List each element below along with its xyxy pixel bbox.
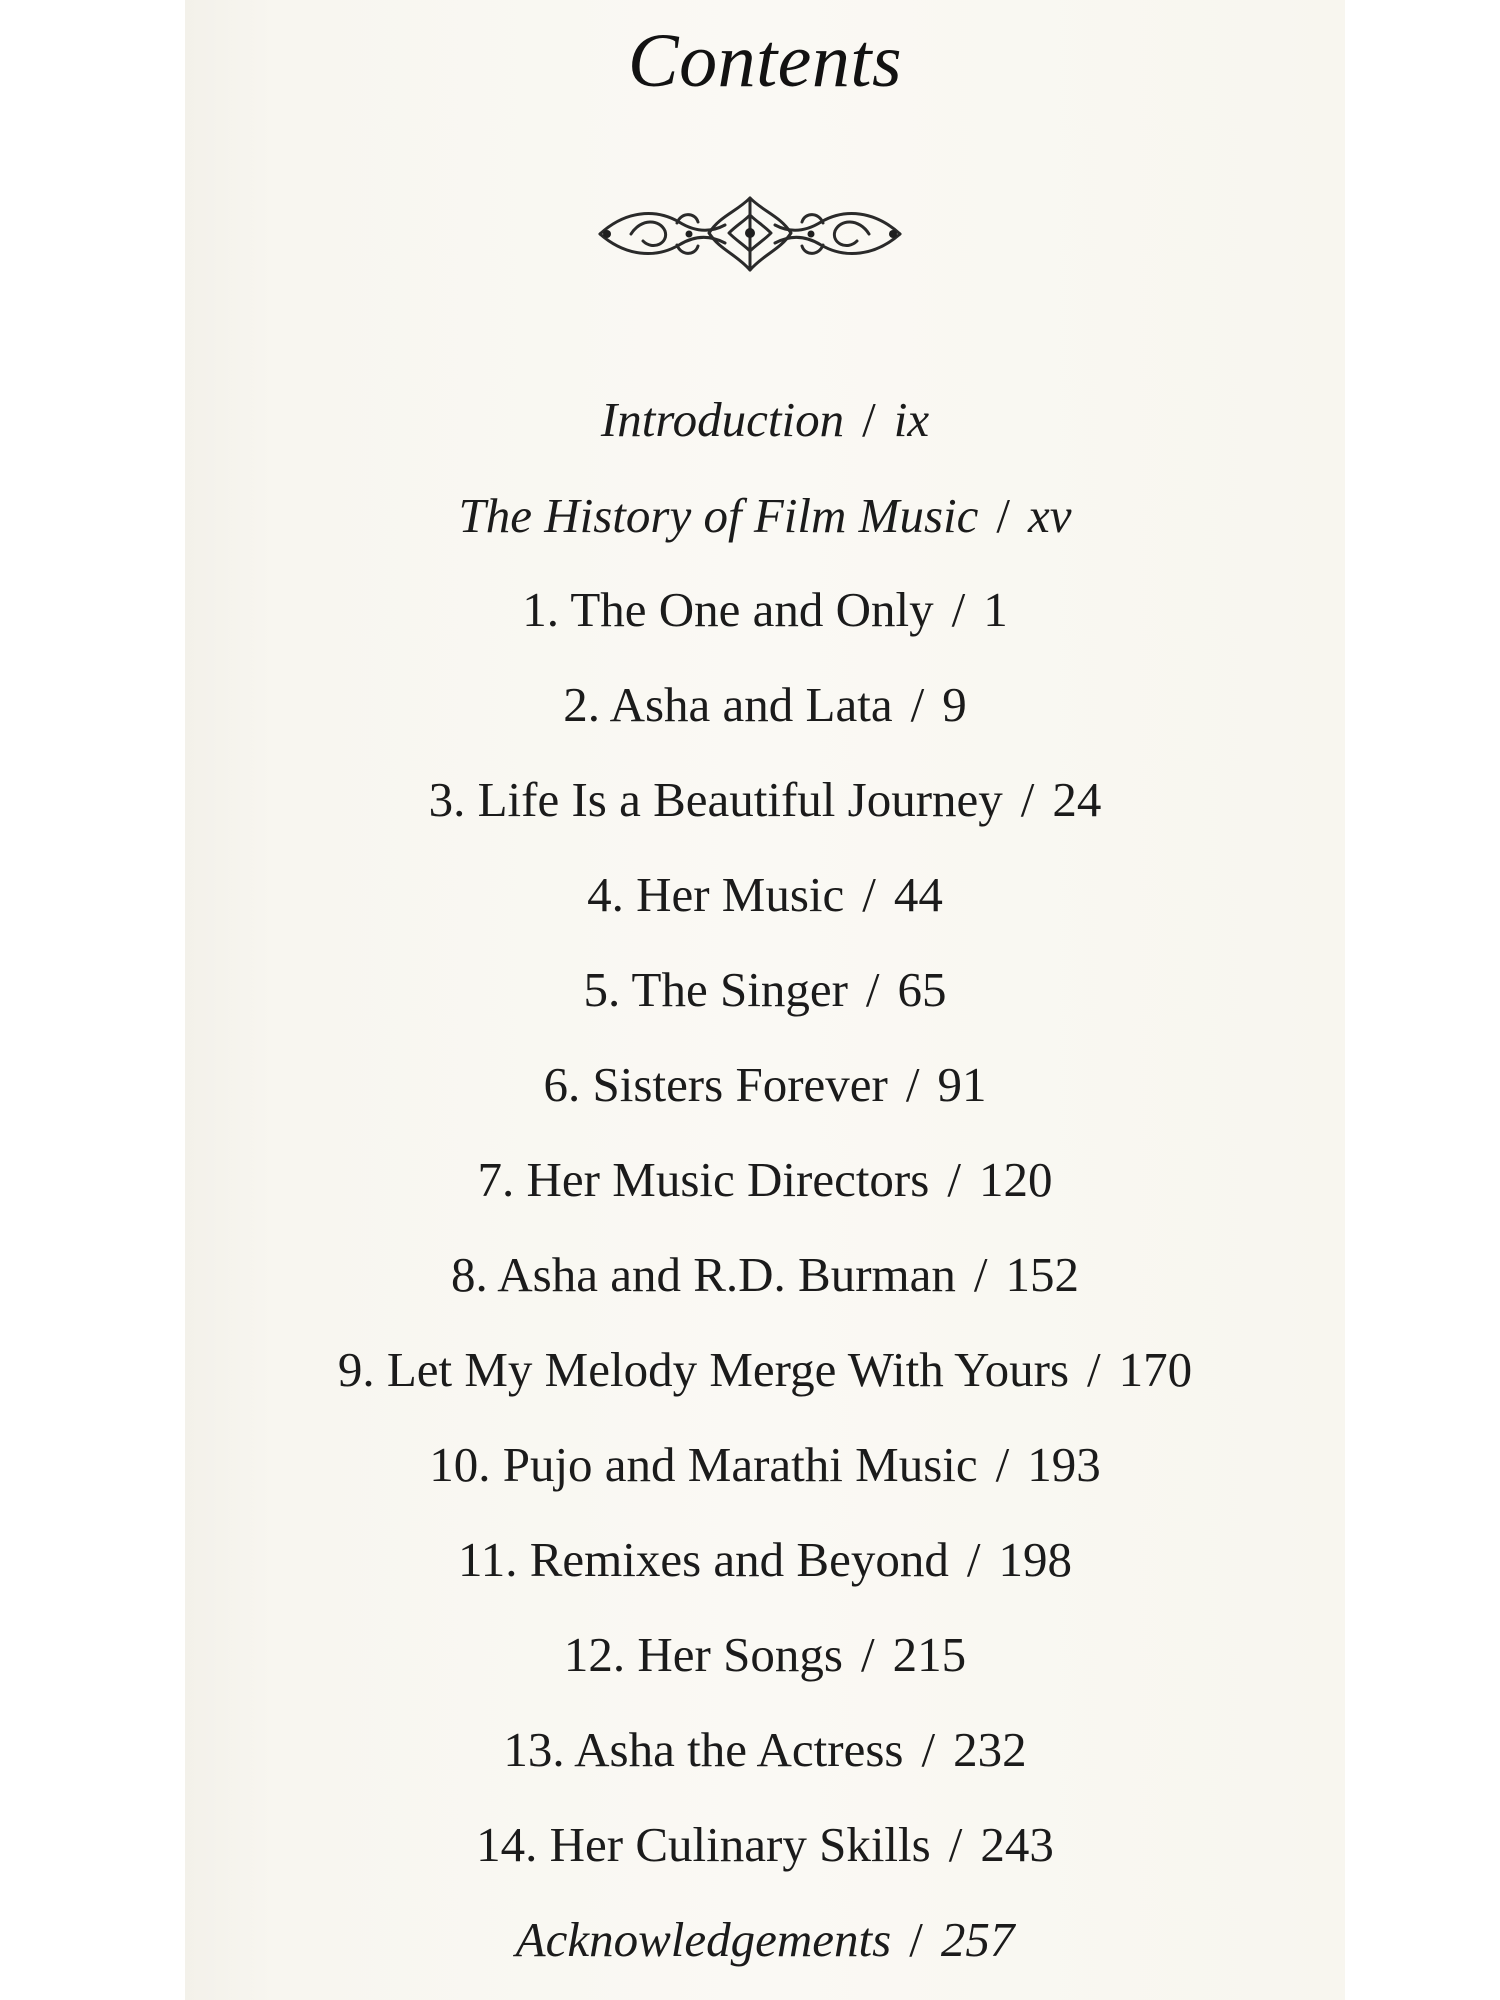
toc-entry-label: 12. Her Songs <box>563 1627 843 1682</box>
toc-entry-label: 14. Her Culinary Skills <box>476 1817 931 1872</box>
toc-entry-introduction: Introduction / ix <box>600 392 930 447</box>
toc-entry-chapter-13: 13. Asha the Actress / 232 <box>503 1722 1027 1777</box>
toc-entry-label: 9. Let My Melody Merge With Yours <box>337 1342 1070 1397</box>
toc-page-number: 232 <box>953 1722 1027 1777</box>
toc-page-number: 65 <box>897 962 947 1017</box>
toc-page-number: 44 <box>893 867 943 922</box>
toc-entry-chapter-3: 3. Life Is a Beautiful Journey / 24 <box>428 772 1102 827</box>
toc-page-number: 152 <box>1005 1247 1080 1302</box>
toc-entry-chapter-8: 8. Asha and R.D. Burman / 152 <box>450 1247 1080 1302</box>
toc-entry-label: 7. Her Music Directors <box>477 1152 930 1207</box>
toc-page-number: ix <box>893 392 930 447</box>
toc-page-number: 1 <box>983 582 1008 637</box>
toc-page-number: 9 <box>942 677 967 732</box>
toc-entry-chapter-14: 14. Her Culinary Skills / 243 <box>476 1817 1054 1872</box>
toc-entry-chapter-9: 9. Let My Melody Merge With Yours / 170 <box>337 1342 1193 1397</box>
toc-page-number: 193 <box>1027 1437 1101 1492</box>
toc-entry-label: 6. Sisters Forever <box>543 1057 888 1112</box>
toc-page-number: 257 <box>940 1912 1015 1967</box>
toc-entry-chapter-10: 10. Pujo and Marathi Music / 193 <box>429 1437 1101 1492</box>
toc-entry-label: 5. The Singer <box>583 962 848 1017</box>
toc-entry-label: 13. Asha the Actress <box>503 1722 904 1777</box>
toc-entry-label: The History of Film Music <box>458 488 979 543</box>
toc-entry-label: 11. Remixes and Beyond <box>458 1532 949 1587</box>
book-page <box>185 0 1345 2000</box>
toc-page-number: 170 <box>1118 1342 1193 1397</box>
table-of-contents <box>185 0 1345 2000</box>
toc-page-number: 243 <box>980 1817 1054 1872</box>
toc-entry-label: 4. Her Music <box>587 867 845 922</box>
toc-entry-label: 10. Pujo and Marathi Music <box>429 1437 978 1492</box>
ornament-divider-icon <box>585 188 915 280</box>
toc-entry-chapter-11: 11. Remixes and Beyond / 198 <box>458 1532 1072 1587</box>
toc-page-number: 120 <box>978 1152 1053 1207</box>
toc-entry-chapter-5: 5. The Singer / 65 <box>583 962 947 1017</box>
toc-page-number: 24 <box>1052 772 1102 827</box>
toc-entry-label: Introduction <box>600 392 845 447</box>
toc-page-number: 215 <box>892 1627 967 1682</box>
toc-entry-chapter-6: 6. Sisters Forever / 91 <box>543 1057 987 1112</box>
toc-page-number: 198 <box>998 1532 1072 1587</box>
toc-entry-chapter-2: 2. Asha and Lata / 9 <box>563 677 967 732</box>
toc-entry-chapter-7: 7. Her Music Directors / 120 <box>477 1152 1053 1207</box>
toc-entry-label: 8. Asha and R.D. Burman <box>450 1247 956 1302</box>
toc-entry-label: 1. The One and Only <box>522 582 934 637</box>
toc-entry-film-music: The History of Film Music / xv <box>458 488 1072 543</box>
toc-entry-chapter-12: 12. Her Songs / 215 <box>563 1627 967 1682</box>
toc-entry-chapter-1: 1. The One and Only / 1 <box>522 582 1008 637</box>
toc-entry-acknowledgements: Acknowledgements / 257 <box>515 1912 1015 1967</box>
toc-entry-label: Acknowledgements <box>515 1912 892 1967</box>
toc-entry-chapter-4: 4. Her Music / 44 <box>587 867 943 922</box>
toc-entry-label: 3. Life Is a Beautiful Journey <box>428 772 1003 827</box>
toc-entry-label: 2. Asha and Lata <box>563 677 893 732</box>
contents-title: Contents <box>627 19 903 103</box>
toc-page-number: xv <box>1028 488 1072 543</box>
toc-page-number: 91 <box>937 1057 987 1112</box>
